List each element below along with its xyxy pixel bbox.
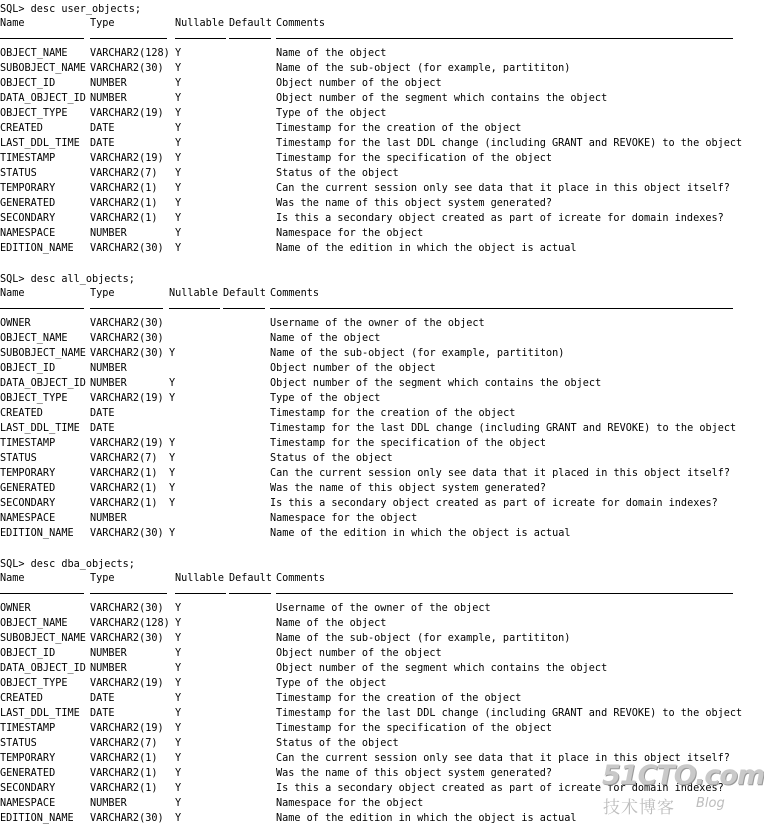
cell-name: EDITION_NAME (0, 813, 74, 824)
cell-comments: Timestamp for the specification of the object (276, 723, 553, 734)
cell-comments: Status of the object (270, 453, 393, 464)
header-default: Default (229, 573, 272, 584)
header-underline (169, 308, 220, 309)
cell-name: OBJECT_ID (0, 363, 56, 374)
cell-type: DATE (90, 423, 115, 434)
cell-comments: Was the name of this object system generated? (270, 483, 547, 494)
column-header-row (0, 16, 747, 31)
cell-type: VARCHAR2(30) (90, 318, 164, 329)
cell-comments: Name of the edition in which the object is actual (276, 243, 577, 254)
cell-type: VARCHAR2(19) (90, 108, 164, 119)
header-comments: Comments (270, 288, 320, 299)
cell-comments: Name of the sub-object (for example, partititon) (270, 348, 565, 359)
cell-comments: Object number of the segment which contains the object (270, 378, 602, 389)
cell-comments: Timestamp for the creation of the object (276, 693, 522, 704)
cell-type: VARCHAR2(1) (90, 198, 158, 209)
cell-name: SECONDARY (0, 213, 56, 224)
cell-comments: Timestamp for the creation of the object (276, 123, 522, 134)
table-row (0, 316, 747, 331)
table-row (0, 466, 747, 481)
cell-comments: Timestamp for the last DDL change (including GRANT and REVOKE) to the object (276, 138, 743, 149)
cell-name: STATUS (0, 168, 37, 179)
cell-nullable: Y (175, 123, 182, 134)
header-nullable: Nullable (175, 18, 225, 29)
cell-name: LAST_DDL_TIME (0, 423, 80, 434)
cell-nullable: Y (175, 108, 182, 119)
sql-command: SQL> desc dba_objects; (0, 559, 135, 570)
cell-name: OBJECT_ID (0, 78, 56, 89)
header-name: Name (0, 18, 25, 29)
cell-comments: Timestamp for the creation of the object (270, 408, 516, 419)
cell-nullable: Y (175, 198, 182, 209)
cell-nullable: Y (169, 348, 176, 359)
cell-comments: Name of the edition in which the object is actual (270, 528, 571, 539)
cell-comments: Namespace for the object (276, 228, 424, 239)
cell-type: DATE (90, 708, 115, 719)
header-underline (223, 308, 265, 309)
cell-type: DATE (90, 408, 115, 419)
cell-type: VARCHAR2(19) (90, 393, 164, 404)
cell-name: NAMESPACE (0, 798, 56, 809)
cell-nullable: Y (175, 768, 182, 779)
cell-nullable: Y (175, 633, 182, 644)
cell-type: NUMBER (90, 78, 127, 89)
cell-type: VARCHAR2(7) (90, 168, 158, 179)
table-row (0, 196, 747, 211)
cell-type: DATE (90, 138, 115, 149)
header-comments: Comments (276, 573, 326, 584)
cell-name: OBJECT_ID (0, 648, 56, 659)
header-default: Default (229, 18, 272, 29)
column-header-row (0, 286, 747, 301)
describe-block (0, 2, 747, 257)
cell-type: VARCHAR2(30) (90, 348, 164, 359)
cell-nullable: Y (175, 618, 182, 629)
table-row (0, 361, 747, 376)
header-underline (0, 38, 84, 39)
header-underline (175, 38, 226, 39)
cell-name: CREATED (0, 408, 43, 419)
table-row (0, 91, 747, 106)
table-row (0, 811, 747, 826)
cell-comments: Name of the sub-object (for example, partititon) (276, 63, 571, 74)
header-underline (90, 593, 167, 594)
cell-name: GENERATED (0, 768, 56, 779)
cell-type: VARCHAR2(30) (90, 528, 164, 539)
table-row (0, 226, 747, 241)
describe-block (0, 272, 747, 542)
cell-nullable: Y (169, 483, 176, 494)
cell-comments: Was the name of this object system generated? (276, 198, 553, 209)
table-row (0, 631, 747, 646)
cell-name: LAST_DDL_TIME (0, 138, 80, 149)
cell-name: OBJECT_NAME (0, 48, 68, 59)
cell-type: VARCHAR2(30) (90, 633, 164, 644)
cell-name: GENERATED (0, 198, 56, 209)
cell-name: OBJECT_TYPE (0, 393, 68, 404)
cell-type: VARCHAR2(19) (90, 153, 164, 164)
cell-comments: Object number of the object (276, 78, 442, 89)
cell-type: NUMBER (90, 378, 127, 389)
cell-name: TEMPORARY (0, 183, 56, 194)
cell-nullable: Y (169, 498, 176, 509)
table-row (0, 721, 747, 736)
cell-type: NUMBER (90, 648, 127, 659)
table-row (0, 211, 747, 226)
header-underline (276, 38, 733, 39)
table-row (0, 46, 747, 61)
cell-name: SUBOBJECT_NAME (0, 633, 86, 644)
cell-nullable: Y (169, 528, 176, 539)
cell-nullable: Y (175, 678, 182, 689)
cell-nullable: Y (169, 393, 176, 404)
cell-type: VARCHAR2(30) (90, 333, 164, 344)
header-name: Name (0, 288, 25, 299)
cell-name: CREATED (0, 693, 43, 704)
cell-comments: Type of the object (276, 108, 387, 119)
cell-nullable: Y (175, 813, 182, 824)
cell-nullable: Y (175, 798, 182, 809)
cell-type: VARCHAR2(30) (90, 813, 164, 824)
header-comments: Comments (276, 18, 326, 29)
header-type: Type (90, 18, 115, 29)
cell-type: NUMBER (90, 513, 127, 524)
cell-comments: Name of the sub-object (for example, partititon) (276, 633, 571, 644)
cell-nullable: Y (175, 78, 182, 89)
cell-comments: Object number of the segment which contains the object (276, 93, 608, 104)
watermark-tagline: 技术博客 (603, 798, 675, 818)
table-row (0, 421, 747, 436)
cell-name: GENERATED (0, 483, 56, 494)
table-row (0, 736, 747, 751)
cell-comments: Is this a secondary object created as part of icreate for domain indexes? (270, 498, 718, 509)
header-underline (270, 308, 733, 309)
cell-name: SUBOBJECT_NAME (0, 63, 86, 74)
cell-name: CREATED (0, 123, 43, 134)
cell-comments: Name of the edition in which the object is actual (276, 813, 577, 824)
table-row (0, 796, 747, 811)
cell-name: SUBOBJECT_NAME (0, 348, 86, 359)
table-row (0, 601, 747, 616)
cell-nullable: Y (175, 693, 182, 704)
table-row (0, 676, 747, 691)
cell-nullable: Y (175, 48, 182, 59)
header-underline (175, 593, 226, 594)
table-row (0, 706, 747, 721)
cell-nullable: Y (175, 183, 182, 194)
table-row (0, 751, 747, 766)
cell-name: NAMESPACE (0, 228, 56, 239)
header-nullable: Nullable (175, 573, 225, 584)
cell-comments: Namespace for the object (276, 798, 424, 809)
cell-nullable: Y (175, 783, 182, 794)
cell-comments: Namespace for the object (270, 513, 418, 524)
header-underline (0, 308, 84, 309)
table-row (0, 106, 747, 121)
header-nullable: Nullable (169, 288, 219, 299)
cell-name: NAMESPACE (0, 513, 56, 524)
cell-name: DATA_OBJECT_ID (0, 663, 86, 674)
cell-type: NUMBER (90, 798, 127, 809)
cell-comments: Was the name of this object system generated? (276, 768, 553, 779)
cell-type: VARCHAR2(30) (90, 63, 164, 74)
cell-nullable: Y (175, 753, 182, 764)
cell-name: OWNER (0, 318, 31, 329)
table-row (0, 691, 747, 706)
header-underline (90, 38, 167, 39)
cell-type: DATE (90, 693, 115, 704)
cell-nullable: Y (169, 378, 176, 389)
describe-block (0, 557, 747, 827)
cell-type: VARCHAR2(1) (90, 483, 158, 494)
cell-comments: Username of the owner of the object (276, 603, 491, 614)
table-row (0, 181, 747, 196)
cell-name: DATA_OBJECT_ID (0, 378, 86, 389)
table-row (0, 481, 747, 496)
cell-nullable: Y (175, 168, 182, 179)
cell-nullable: Y (169, 453, 176, 464)
table-row (0, 241, 747, 256)
cell-nullable: Y (175, 603, 182, 614)
table-row (0, 451, 747, 466)
cell-type: VARCHAR2(128) (90, 48, 170, 59)
table-row (0, 121, 747, 136)
cell-comments: Type of the object (270, 393, 381, 404)
cell-type: VARCHAR2(1) (90, 183, 158, 194)
sql-command: SQL> desc user_objects; (0, 4, 142, 15)
cell-type: NUMBER (90, 228, 127, 239)
cell-name: TEMPORARY (0, 468, 56, 479)
cell-comments: Is this a secondary object created as part of icreate for domain indexes? (276, 783, 724, 794)
cell-type: VARCHAR2(1) (90, 783, 158, 794)
cell-comments: Name of the object (276, 48, 387, 59)
header-name: Name (0, 573, 25, 584)
cell-comments: Object number of the object (276, 648, 442, 659)
table-row (0, 766, 747, 781)
cell-type: VARCHAR2(1) (90, 768, 158, 779)
table-row (0, 136, 747, 151)
cell-type: NUMBER (90, 663, 127, 674)
cell-name: TIMESTAMP (0, 723, 56, 734)
table-row (0, 661, 747, 676)
cell-name: SECONDARY (0, 498, 56, 509)
cell-nullable: Y (169, 438, 176, 449)
cell-name: STATUS (0, 453, 37, 464)
header-underline (229, 593, 271, 594)
cell-comments: Can the current session only see data that it placed in this object itself? (270, 468, 731, 479)
cell-nullable: Y (175, 243, 182, 254)
cell-type: VARCHAR2(1) (90, 468, 158, 479)
cell-type: NUMBER (90, 93, 127, 104)
table-row (0, 346, 747, 361)
table-row (0, 436, 747, 451)
cell-nullable: Y (175, 738, 182, 749)
table-row (0, 391, 747, 406)
sql-command: SQL> desc all_objects; (0, 274, 135, 285)
cell-nullable: Y (175, 93, 182, 104)
column-header-row (0, 571, 747, 586)
cell-comments: Status of the object (276, 738, 399, 749)
cell-name: EDITION_NAME (0, 528, 74, 539)
cell-name: OBJECT_NAME (0, 618, 68, 629)
cell-nullable: Y (175, 228, 182, 239)
table-row (0, 511, 747, 526)
cell-comments: Object number of the segment which contains the object (276, 663, 608, 674)
header-underline (90, 308, 163, 309)
cell-nullable: Y (175, 138, 182, 149)
cell-type: VARCHAR2(30) (90, 603, 164, 614)
cell-name: TEMPORARY (0, 753, 56, 764)
cell-name: SECONDARY (0, 783, 56, 794)
cell-type: VARCHAR2(7) (90, 738, 158, 749)
table-row (0, 496, 747, 511)
cell-nullable: Y (175, 153, 182, 164)
header-type: Type (90, 573, 115, 584)
cell-type: DATE (90, 123, 115, 134)
table-row (0, 331, 747, 346)
cell-comments: Can the current session only see data that it place in this object itself? (276, 753, 730, 764)
cell-comments: Timestamp for the last DDL change (including GRANT and REVOKE) to the object (276, 708, 743, 719)
table-row (0, 616, 747, 631)
cell-comments: Timestamp for the last DDL change (including GRANT and REVOKE) to the object (270, 423, 737, 434)
cell-nullable: Y (175, 723, 182, 734)
cell-nullable: Y (175, 708, 182, 719)
table-row (0, 781, 747, 796)
cell-nullable: Y (175, 648, 182, 659)
cell-name: OBJECT_TYPE (0, 108, 68, 119)
cell-comments: Status of the object (276, 168, 399, 179)
cell-name: STATUS (0, 738, 37, 749)
cell-type: VARCHAR2(19) (90, 723, 164, 734)
cell-comments: Name of the object (270, 333, 381, 344)
cell-name: EDITION_NAME (0, 243, 74, 254)
cell-name: DATA_OBJECT_ID (0, 93, 86, 104)
cell-type: NUMBER (90, 363, 127, 374)
cell-type: VARCHAR2(7) (90, 453, 158, 464)
cell-name: OWNER (0, 603, 31, 614)
cell-nullable: Y (175, 663, 182, 674)
header-underline (0, 593, 84, 594)
cell-type: VARCHAR2(30) (90, 243, 164, 254)
cell-name: OBJECT_NAME (0, 333, 68, 344)
cell-comments: Name of the object (276, 618, 387, 629)
cell-name: LAST_DDL_TIME (0, 708, 80, 719)
cell-name: TIMESTAMP (0, 438, 56, 449)
table-row (0, 646, 747, 661)
cell-nullable: Y (175, 63, 182, 74)
cell-name: OBJECT_TYPE (0, 678, 68, 689)
header-underline (229, 38, 271, 39)
header-default: Default (223, 288, 266, 299)
cell-type: VARCHAR2(19) (90, 438, 164, 449)
cell-type: VARCHAR2(1) (90, 213, 158, 224)
table-row (0, 76, 747, 91)
cell-comments: Is this a secondary object created as part of icreate for domain indexes? (276, 213, 724, 224)
cell-name: TIMESTAMP (0, 153, 56, 164)
table-row (0, 406, 747, 421)
cell-comments: Can the current session only see data that it place in this object itself? (276, 183, 730, 194)
header-underline (276, 593, 733, 594)
cell-comments: Username of the owner of the object (270, 318, 485, 329)
cell-comments: Object number of the object (270, 363, 436, 374)
header-type: Type (90, 288, 115, 299)
cell-type: VARCHAR2(19) (90, 678, 164, 689)
watermark-brand: 51CTO.com (602, 760, 764, 791)
cell-comments: Type of the object (276, 678, 387, 689)
cell-comments: Timestamp for the specification of the object (276, 153, 553, 164)
cell-type: VARCHAR2(128) (90, 618, 170, 629)
table-row (0, 526, 747, 541)
table-row (0, 151, 747, 166)
cell-comments: Timestamp for the specification of the object (270, 438, 547, 449)
table-row (0, 61, 747, 76)
cell-nullable: Y (169, 468, 176, 479)
table-row (0, 376, 747, 391)
table-row (0, 166, 747, 181)
cell-type: VARCHAR2(1) (90, 753, 158, 764)
cell-type: VARCHAR2(1) (90, 498, 158, 509)
cell-nullable: Y (175, 213, 182, 224)
watermark-blog: Blog (696, 796, 725, 811)
